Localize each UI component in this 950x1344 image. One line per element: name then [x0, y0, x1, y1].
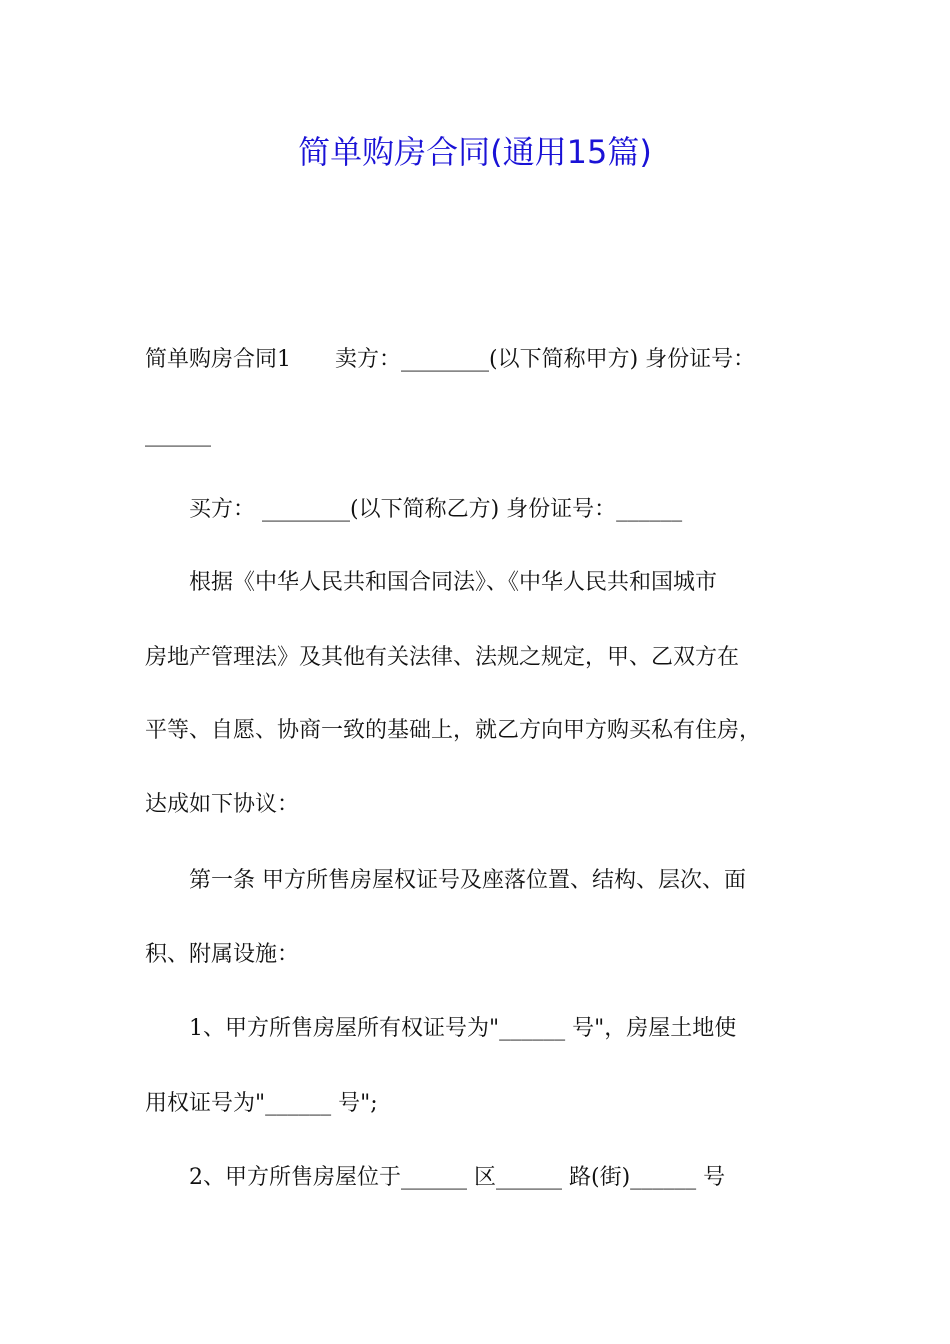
paragraph-line: 2、甲方所售房屋位于______ 区______ 路(街)______ 号: [145, 1165, 726, 1190]
paragraph-line: 用权证号为"______ 号";: [145, 1091, 378, 1116]
paragraph-line: 买方： ________(以下简称乙方) 身份证号：______: [145, 497, 683, 522]
paragraph-line: 1、甲方所售房屋所有权证号为"______ 号"，房屋土地使: [145, 1016, 737, 1041]
paragraph-line: 房地产管理法》及其他有关法律、法规之规定，甲、乙双方在: [145, 645, 740, 670]
paragraph-line: 平等、自愿、协商一致的基础上，就乙方向甲方购买私有住房，: [145, 718, 762, 743]
paragraph-line: ______: [145, 422, 211, 447]
paragraph-line: 达成如下协议：: [145, 792, 300, 817]
paragraph-line: 第一条 甲方所售房屋权证号及座落位置、结构、层次、面: [145, 868, 746, 893]
paragraph-line: 积、附属设施：: [145, 942, 300, 967]
document-title: 简单购房合同(通用15篇): [298, 133, 652, 171]
paragraph-line: 简单购房合同1 卖方：________(以下简称甲方) 身份证号：: [145, 347, 756, 372]
paragraph-line: 根据《中华人民共和国合同法》、《中华人民共和国城市: [145, 570, 718, 595]
